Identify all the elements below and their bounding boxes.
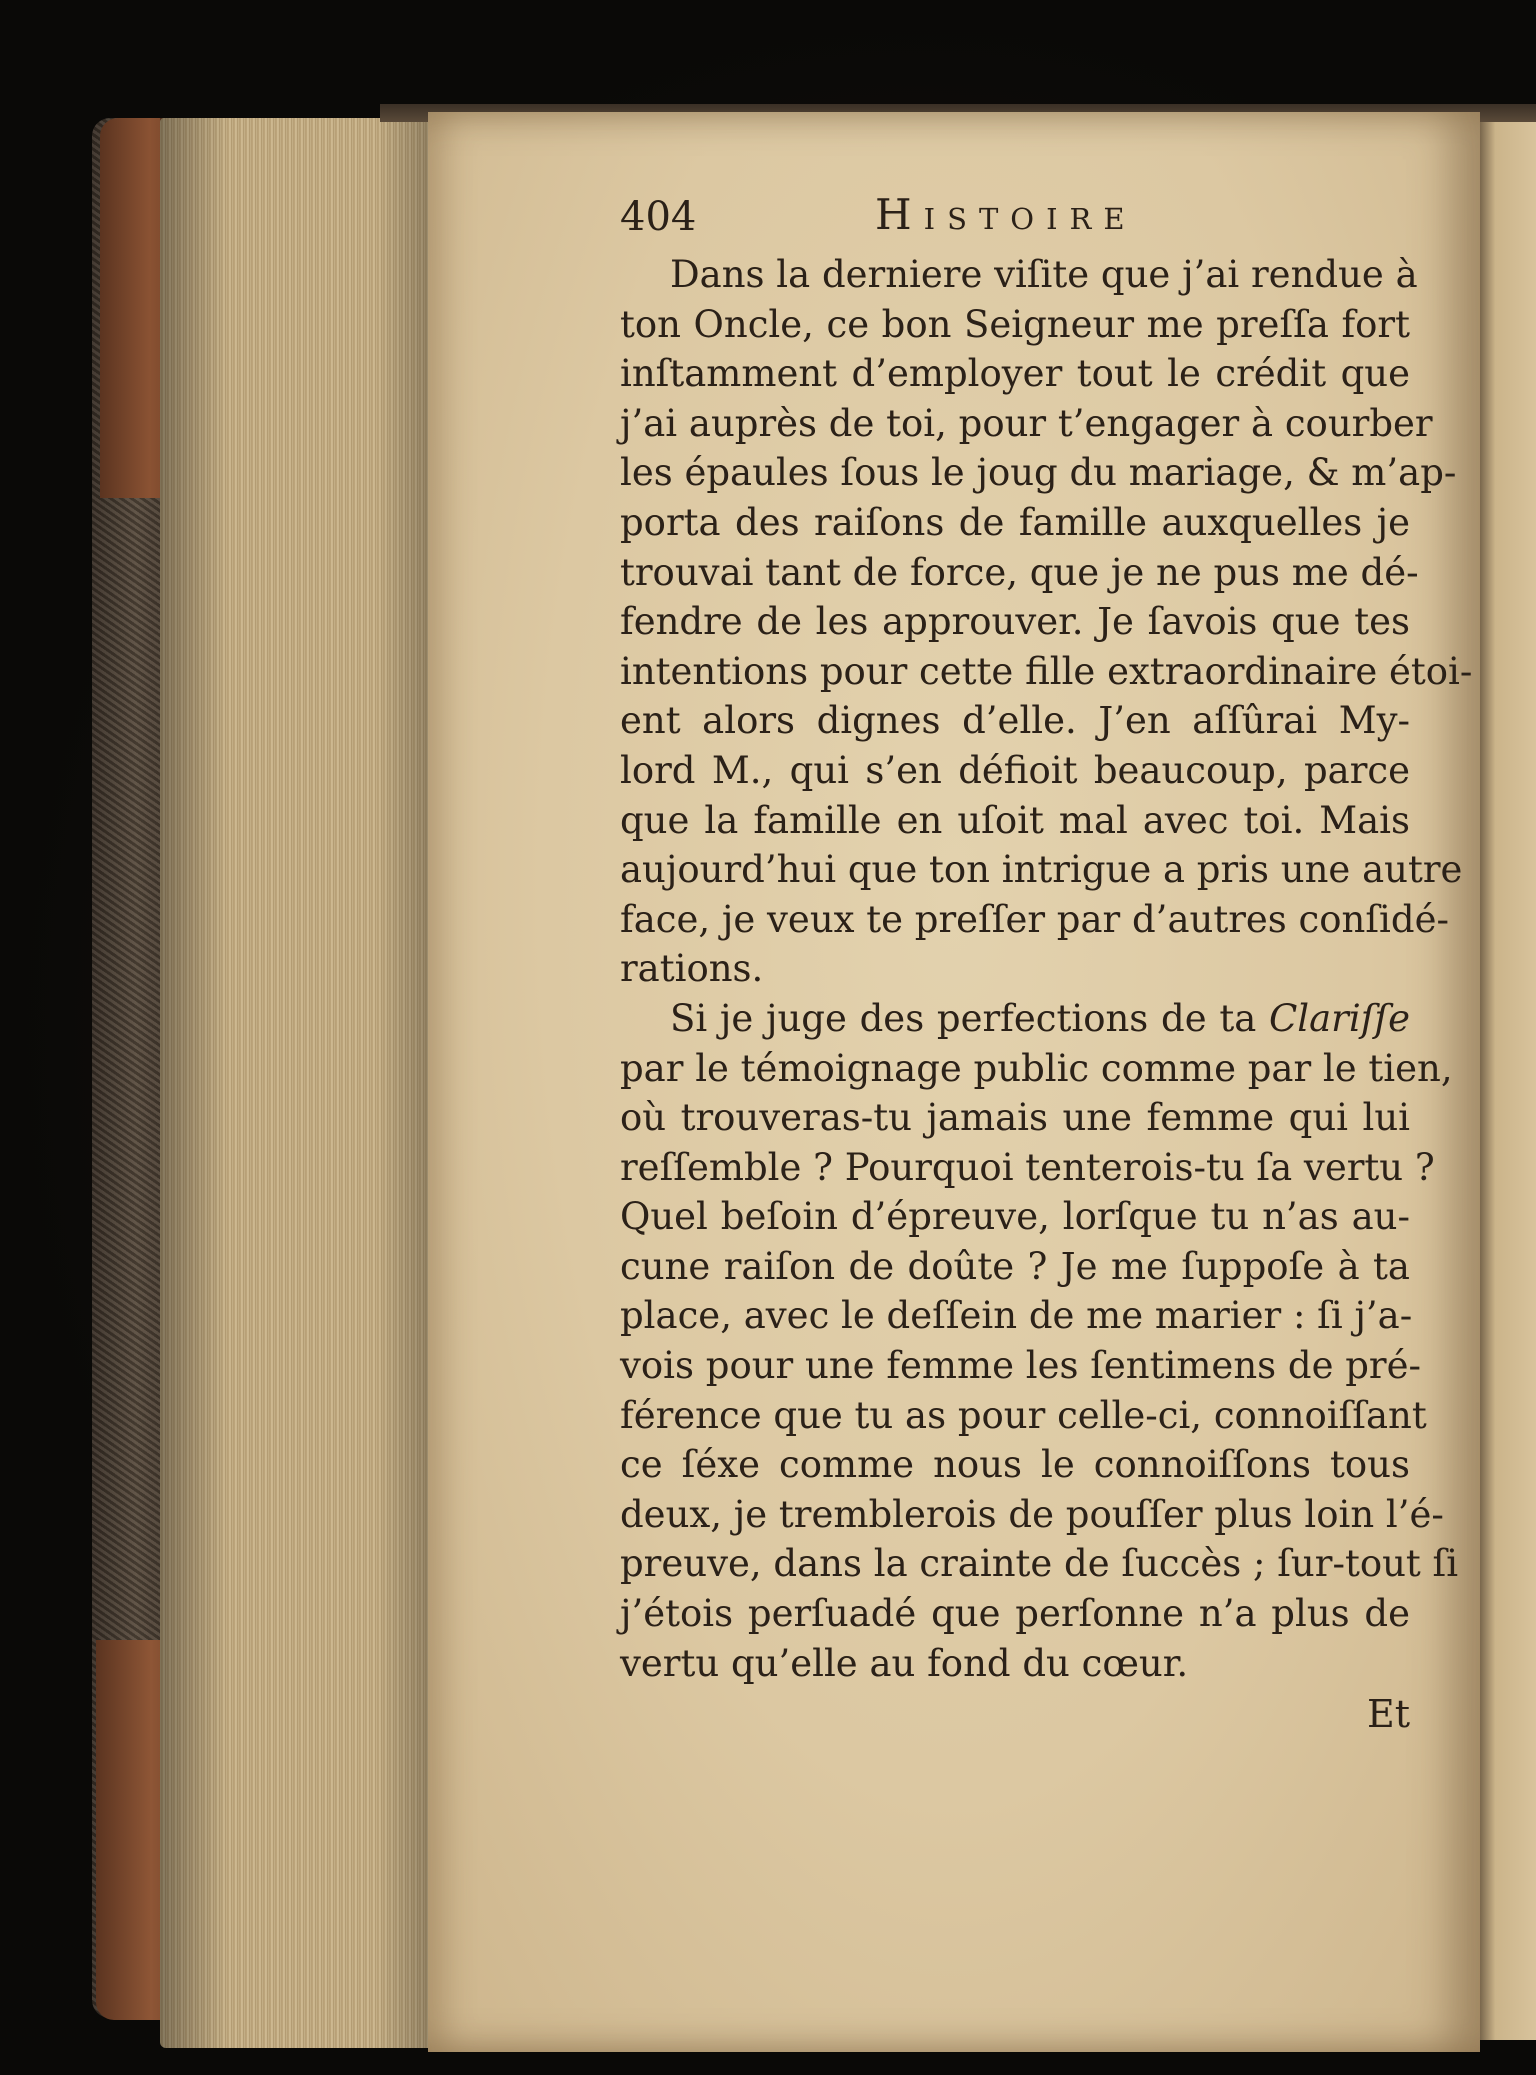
- text-line: Quel beſoin d’épreuve, lorſque tu n’as au-: [620, 1195, 1410, 1239]
- page-text: [620, 180, 1473, 1740]
- running-title: Histoire: [875, 190, 1137, 239]
- text-line: [620, 994, 1410, 1044]
- text-line: ce ſéxe comme nous le connoiſſons tous: [620, 1443, 1410, 1487]
- text-line: face, je veux te preſſer par d’autres conſidé-: [620, 897, 1449, 941]
- text-line: fendre de les approuver. Je ſavois que tes: [620, 600, 1410, 644]
- text-line: place, avec le deſſein de me marier : ſi j’a-: [620, 1294, 1413, 1338]
- text-line: ent alors dignes d’elle. J’en aſſûrai My-: [620, 699, 1410, 743]
- text-line: rations.: [620, 947, 764, 991]
- text-line: aujourd’hui que ton intrigue a pris une autre: [620, 848, 1463, 892]
- text-line: vertu qu’elle au fond du cœur.: [620, 1641, 1189, 1685]
- text-line: deux, je tremblerois de pouſſer plus loin l’é-: [620, 1492, 1444, 1536]
- text-line: preuve, dans la crainte de ſuccès ; ſur-tout ſi: [620, 1542, 1459, 1586]
- text-line: j’étois perſuadé que perſonne n’a plus de: [620, 1592, 1410, 1636]
- page-header: [620, 180, 1410, 250]
- page-number: 404: [620, 194, 697, 240]
- text-line: porta des raiſons de famille auxquelles je: [620, 500, 1410, 544]
- text-run: Si je juge des perfections de ta: [670, 996, 1269, 1040]
- text-line: que la famille en uſoit mal avec toi. Mais: [620, 798, 1410, 842]
- text-line: cune raiſon de doûte ? Je me ſuppoſe à ta: [620, 1244, 1410, 1288]
- catchword: Et: [1366, 1692, 1410, 1737]
- page-edges-stack: [160, 118, 430, 2048]
- text-line: trouvai tant de force, que je ne pus me dé-: [620, 550, 1419, 594]
- text-line: vois pour une femme les ſentimens de pré-: [620, 1344, 1422, 1388]
- text-line: j’ai auprès de toi, pour t’engager à courber: [620, 401, 1433, 445]
- text-line: reſſemble ? Pourquoi tenterois-tu ſa vertu ?: [620, 1145, 1435, 1189]
- paragraph-2: [620, 994, 1459, 1688]
- text-line: par le témoignage public comme par le tien,: [620, 1046, 1453, 1090]
- text-line: ton Oncle, ce bon Seigneur me preſſa fort: [620, 302, 1410, 346]
- text-line: où trouveras-tu jamais une femme qui lui: [620, 1096, 1410, 1140]
- text-line: les épaules ſous le joug du mariage, & m’ap-: [620, 451, 1457, 495]
- text-line: férence que tu as pour celle-ci, connoiſſant: [620, 1393, 1427, 1437]
- text-line: intentions pour cette fille extraordinaire étoi-: [620, 649, 1473, 693]
- italic-name: Clariſſe: [1268, 996, 1410, 1040]
- text-line: Dans la derniere viſite que j’ai rendue à: [670, 253, 1418, 296]
- facing-page-edge: [1478, 120, 1536, 2040]
- paragraph-1: [620, 250, 1473, 994]
- text-line: lord M., qui s’en défioit beaucoup, parce: [620, 748, 1410, 792]
- text-line: inſtamment d’employer tout le crédit que: [620, 352, 1410, 396]
